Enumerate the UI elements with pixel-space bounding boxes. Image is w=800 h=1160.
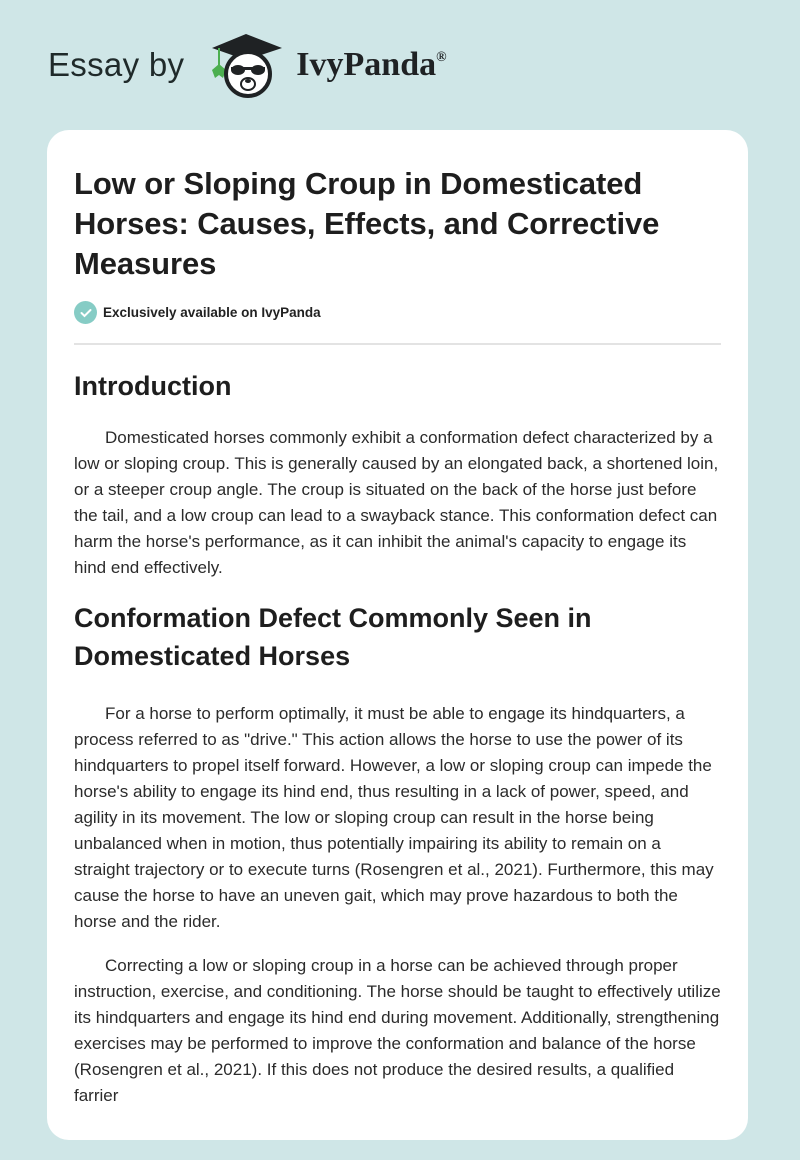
section-heading: Introduction xyxy=(74,371,232,401)
badge-text: Exclusively available on IvyPanda xyxy=(103,305,321,320)
ivypanda-logo-icon[interactable] xyxy=(202,30,290,100)
paragraph: Domesticated horses commonly exhibit a conformation defect characterized by a low or sloping croup. This is generally caused by an elongated back, a shortened loin, or a steeper croup angle. The croup is situated on the back of the horse just before the tail, and a low croup can lead to a swayback stance. This conformation defect can harm the horse's performance, as it can inhibit the animal's capacity to engage its hind end effectively. xyxy=(74,428,719,577)
paragraph: Correcting a low or sloping croup in a horse can be achieved through proper instruction, exercise, and conditioning. The horse should be taught to effectively utilize its hindquarters and engage its hind end during movement. Additionally, strengthening exercises may be performed to improve the conformation and balance of the horse (Rosengren et al., 2021). If this does not produce the desired results, a qualified farrier xyxy=(74,956,721,1105)
divider xyxy=(74,343,721,345)
registered-mark: ® xyxy=(436,50,447,65)
section-heading: Conformation Defect Commonly Seen in Domesticated Horses xyxy=(74,603,592,671)
brand-name[interactable] xyxy=(296,46,446,84)
paragraph: For a horse to perform optimally, it must be able to engage its hindquarters, a process referred to as "drive." This action allows the horse to use the power of its hindquarters to propel itself forward. However, a low or sloping croup can impede the horse's ability to engage its hind end, thus resulting in a lack of power, speed, and agility in its movement. The low or sloping croup can result in the horse being unbalanced when in motion, thus potentially impairing its ability to remain on a straight trajectory or to execute turns (Rosengren et al., 2021). Furthermore, this may cause the horse to have an uneven gait, which may prove hazardous to both the horse and the rider. xyxy=(74,704,714,931)
essay-card xyxy=(47,130,748,1140)
exclusive-badge xyxy=(74,301,721,324)
essay-by-label: Essay by xyxy=(48,46,185,83)
check-icon xyxy=(74,301,97,324)
site-header xyxy=(48,30,447,100)
essay-title: Low or Sloping Croup in Domesticated Horses: Causes, Effects, and Corrective Measures xyxy=(74,166,660,281)
brand-text: IvyPanda xyxy=(296,46,437,83)
